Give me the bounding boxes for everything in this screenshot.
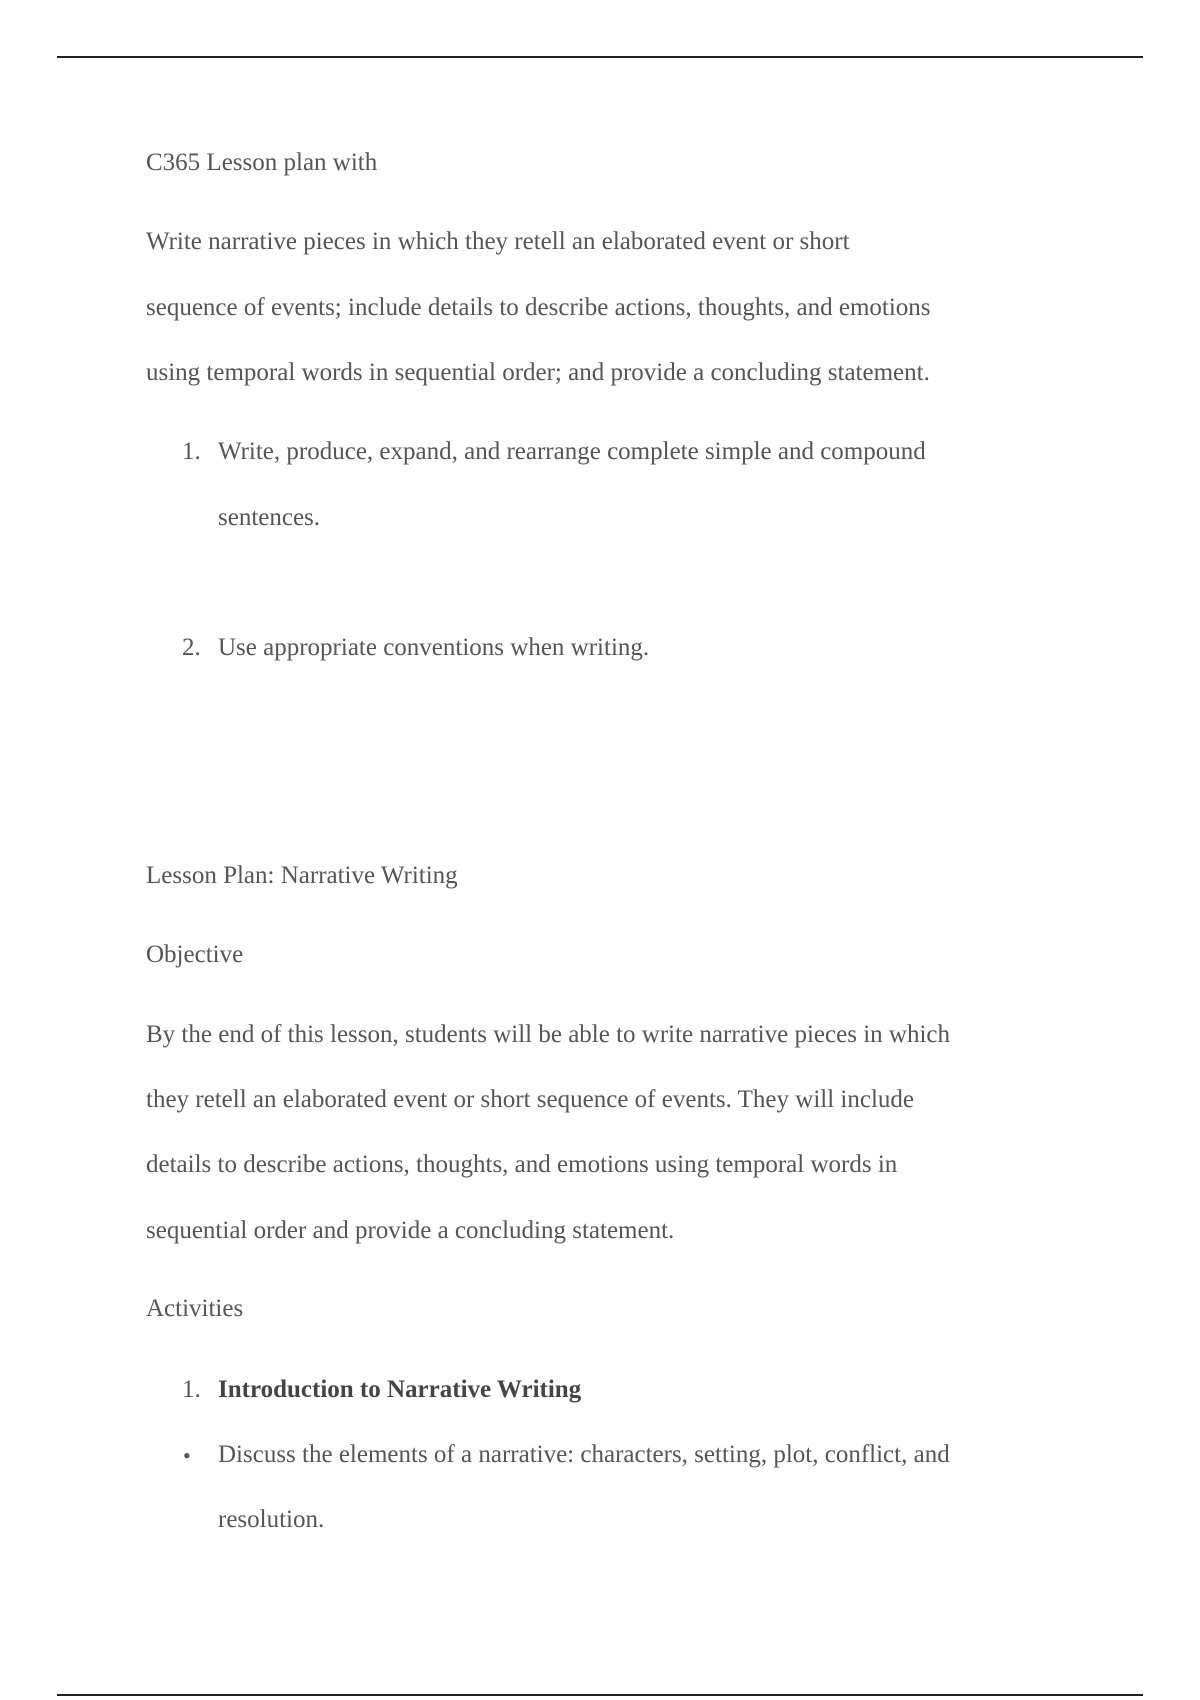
standards-list-marker-2: 2.	[182, 634, 201, 661]
standards-list-item-1-line-2: sentences.	[218, 504, 321, 531]
objective-paragraph-line-3: details to describe actions, thoughts, and emotions using temporal words in	[146, 1151, 898, 1178]
standard-paragraph-line-3: using temporal words in sequential order; and provide a concluding statement.	[146, 359, 930, 386]
objective-heading: Objective	[146, 941, 244, 968]
standard-paragraph-line-1: Write narrative pieces in which they retell an elaborated event or short	[146, 228, 850, 255]
objective-paragraph-line-4: sequential order and provide a concluding statement.	[146, 1217, 675, 1244]
standards-list-item-1-line-1: Write, produce, expand, and rearrange complete simple and compound	[218, 438, 926, 465]
objective-paragraph-line-2: they retell an elaborated event or short sequence of events. They will include	[146, 1086, 915, 1113]
activities-heading: Activities	[146, 1295, 244, 1322]
activity-1-bullet-line-2: resolution.	[218, 1506, 325, 1533]
standards-list-marker-1: 1.	[182, 438, 201, 465]
activity-1-title: Introduction to Narrative Writing	[218, 1376, 582, 1403]
activity-1-marker: 1.	[182, 1376, 201, 1403]
bullet-icon: •	[183, 1443, 191, 1468]
lesson-title: Lesson Plan: Narrative Writing	[146, 862, 458, 889]
document-header-title: C365 Lesson plan with	[146, 149, 378, 176]
activity-1-bullet-line-1: Discuss the elements of a narrative: characters, setting, plot, conflict, and	[218, 1441, 950, 1468]
page-top-rule	[57, 56, 1143, 58]
standards-list-item-2-line-1: Use appropriate conventions when writing.	[218, 634, 650, 661]
objective-paragraph-line-1: By the end of this lesson, students will be able to write narrative pieces in which	[146, 1021, 950, 1048]
standard-paragraph-line-2: sequence of events; include details to describe actions, thoughts, and emotions	[146, 294, 931, 321]
page-bottom-rule	[57, 1694, 1143, 1696]
